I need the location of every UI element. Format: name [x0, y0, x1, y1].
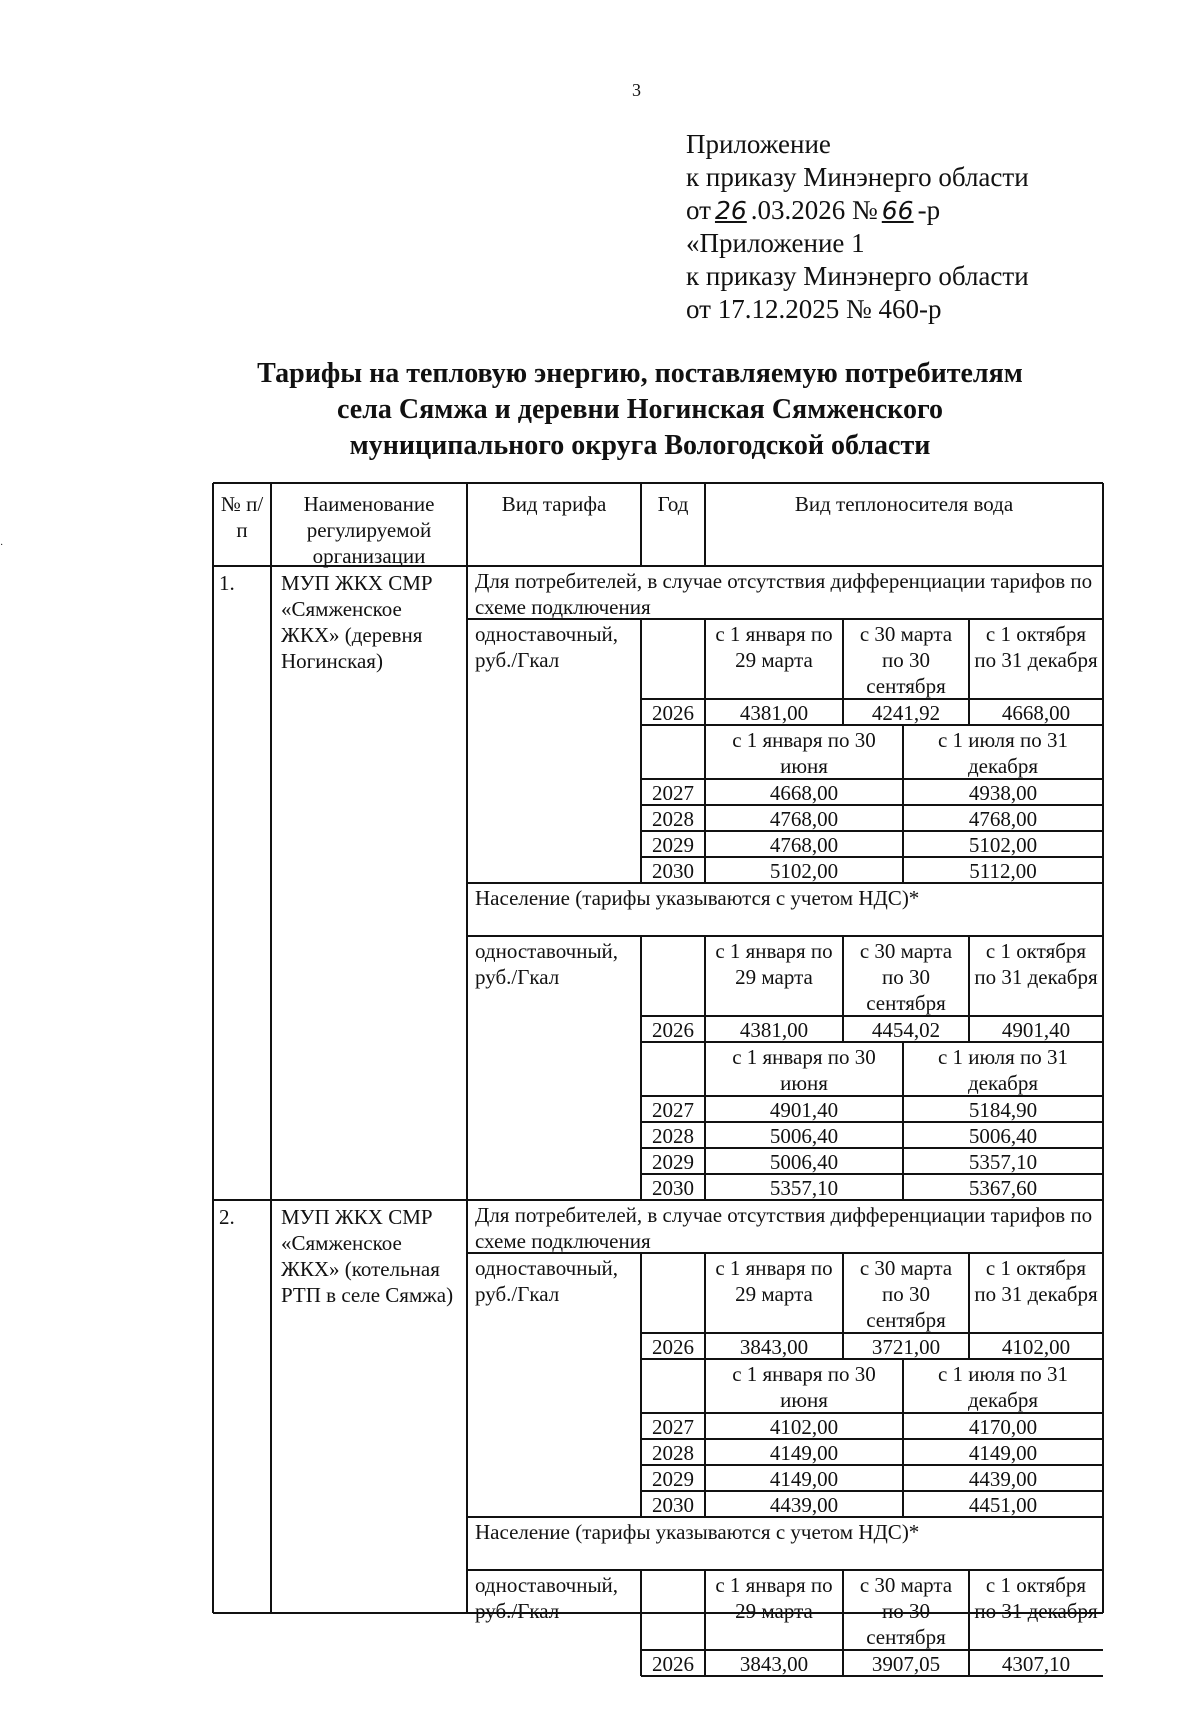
header-org: Наименование регулируемой организации: [303, 492, 435, 568]
tariff-value: 5357,10: [968, 1150, 1038, 1174]
tariff-value: 4102,00: [1001, 1335, 1071, 1359]
tariff-value: 3721,00: [871, 1335, 941, 1359]
period-header: с 1 января по 30 июня: [732, 1362, 876, 1412]
tariff-value: 4901,40: [1001, 1018, 1071, 1042]
tariff-value: 5184,90: [968, 1098, 1038, 1122]
tariff-value: 4170,00: [968, 1415, 1038, 1439]
period-header: с 1 января по 29 марта: [715, 1256, 833, 1306]
year-cell: 2030: [652, 1176, 694, 1200]
period-header: с 1 июля по 31 декабря: [937, 1045, 1069, 1095]
tariff-type: одноставочный, руб./Гкал: [475, 1573, 619, 1623]
period-header: с 1 января по 29 марта: [715, 939, 833, 989]
appendix-line: от 17.12.2025 № 460-р: [686, 294, 942, 324]
tariff-value: 4454,02: [871, 1018, 941, 1042]
section-header: Население (тарифы указываются с учетом НДС)*: [475, 1520, 920, 1544]
tariff-value: 3843,00: [739, 1335, 809, 1359]
org-name: МУП ЖКХ СМР «Сямженское ЖКХ» (деревня Ногинская): [281, 571, 433, 673]
header-num: № п/п: [220, 492, 264, 542]
period-header: с 1 октября по 31 декабря: [974, 1256, 1098, 1306]
section-header: Для потребителей, в случае отсутствия дифференциации тарифов по схеме подключения: [475, 1203, 1093, 1253]
header-carrier: Вид теплоносителя вода: [794, 492, 1014, 516]
tariff-value: 4901,40: [769, 1098, 839, 1122]
tariff-value: 5006,40: [769, 1124, 839, 1148]
tariff-value: 4241,92: [871, 701, 941, 725]
tariff-value: 4768,00: [968, 807, 1038, 831]
year-cell: 2028: [652, 1441, 694, 1465]
period-header: с 30 марта по 30 сентября: [859, 939, 953, 1015]
period-header: с 1 января по 30 июня: [732, 728, 876, 778]
header-year: Год: [657, 492, 689, 516]
period-header: с 1 июля по 31 декабря: [937, 728, 1069, 778]
tariff-value: 4451,00: [968, 1493, 1038, 1517]
year-cell: 2027: [652, 1098, 694, 1122]
period-header: с 1 октября по 31 декабря: [974, 1573, 1098, 1623]
scan-artifact-dot: ·: [0, 540, 4, 551]
title-line: села Сямжа и деревни Ногинская Сямженского: [337, 394, 943, 425]
tariff-value: 5357,10: [769, 1176, 839, 1200]
tariff-value: 4149,00: [968, 1441, 1038, 1465]
year-cell: 2029: [652, 833, 694, 857]
handwritten-day: 26: [714, 196, 747, 225]
title-line: Тарифы на тепловую энергию, поставляемую потребителям: [257, 358, 1023, 389]
row-number: 1.: [219, 571, 235, 595]
year-cell: 2029: [652, 1467, 694, 1491]
tariff-value: 4381,00: [739, 701, 809, 725]
appendix-line: к приказу Минэнерго области: [686, 162, 1029, 192]
period-header: с 30 марта по 30 сентября: [859, 1256, 953, 1332]
appendix-line: к приказу Минэнерго области: [686, 261, 1029, 291]
tariff-value: 4149,00: [769, 1467, 839, 1491]
year-cell: 2027: [652, 781, 694, 805]
tariff-value: 4102,00: [769, 1415, 839, 1439]
tariff-value: 4439,00: [769, 1493, 839, 1517]
tariff-value: 4149,00: [769, 1441, 839, 1465]
tariff-value: 5102,00: [968, 833, 1038, 857]
tariff-value: 4938,00: [968, 781, 1038, 805]
page-number: 3: [632, 80, 641, 100]
handwritten-number: 66: [881, 196, 914, 225]
order-suffix: -р: [917, 195, 941, 225]
year-cell: 2026: [652, 1335, 694, 1359]
tariff-value: 5367,60: [968, 1176, 1038, 1200]
section-header: Население (тарифы указываются с учетом НДС)*: [475, 886, 920, 910]
period-header: с 1 января по 29 марта: [715, 1573, 833, 1623]
year-cell: 2026: [652, 1018, 694, 1042]
appendix-line: «Приложение 1: [686, 228, 865, 258]
tariff-value: 5102,00: [769, 859, 839, 883]
tariff-value: 4381,00: [739, 1018, 809, 1042]
tariff-type: одноставочный, руб./Гкал: [475, 1256, 619, 1306]
year-cell: 2030: [652, 1493, 694, 1517]
tariff-value: 5006,40: [968, 1124, 1038, 1148]
year-cell: 2027: [652, 1415, 694, 1439]
tariff-value: 4668,00: [769, 781, 839, 805]
header-tariff-type: Вид тарифа: [501, 492, 607, 516]
year-cell: 2030: [652, 859, 694, 883]
tariff-value: 4768,00: [769, 807, 839, 831]
year-cell: 2026: [652, 701, 694, 725]
tariff-value: 3907,05: [871, 1652, 941, 1676]
period-header: с 1 июля по 31 декабря: [937, 1362, 1069, 1412]
period-header: с 1 октября по 31 декабря: [974, 622, 1098, 672]
tariff-value: 4768,00: [769, 833, 839, 857]
order-middle: .03.2026 №: [750, 195, 878, 225]
year-cell: 2026: [652, 1652, 694, 1676]
tariff-type: одноставочный, руб./Гкал: [475, 622, 619, 672]
period-header: с 30 марта по 30 сентября: [859, 622, 953, 698]
period-header: с 1 января по 29 марта: [715, 622, 833, 672]
tariff-value: 4307,10: [1001, 1652, 1071, 1676]
order-prefix: от: [686, 195, 711, 225]
period-header: с 1 октября по 31 декабря: [974, 939, 1098, 989]
title-line: муниципального округа Вологодской области: [349, 430, 931, 461]
year-cell: 2029: [652, 1150, 694, 1174]
tariff-value: 4439,00: [968, 1467, 1038, 1491]
period-header: с 30 марта по 30 сентября: [859, 1573, 953, 1649]
section-header: Для потребителей, в случае отсутствия дифференциации тарифов по схеме подключения: [475, 569, 1093, 619]
tariff-type: одноставочный, руб./Гкал: [475, 939, 619, 989]
year-cell: 2028: [652, 807, 694, 831]
year-cell: 2028: [652, 1124, 694, 1148]
tariff-value: 5006,40: [769, 1150, 839, 1174]
period-header: с 1 января по 30 июня: [732, 1045, 876, 1095]
org-name: МУП ЖКХ СМР «Сямженское ЖКХ» (котельная РТП в селе Сямжа): [281, 1205, 454, 1307]
appendix-line: Приложение: [686, 129, 831, 159]
tariff-value: 4668,00: [1001, 701, 1071, 725]
row-number: 2.: [219, 1205, 235, 1229]
tariff-value: 5112,00: [969, 859, 1037, 883]
tariff-value: 3843,00: [739, 1652, 809, 1676]
